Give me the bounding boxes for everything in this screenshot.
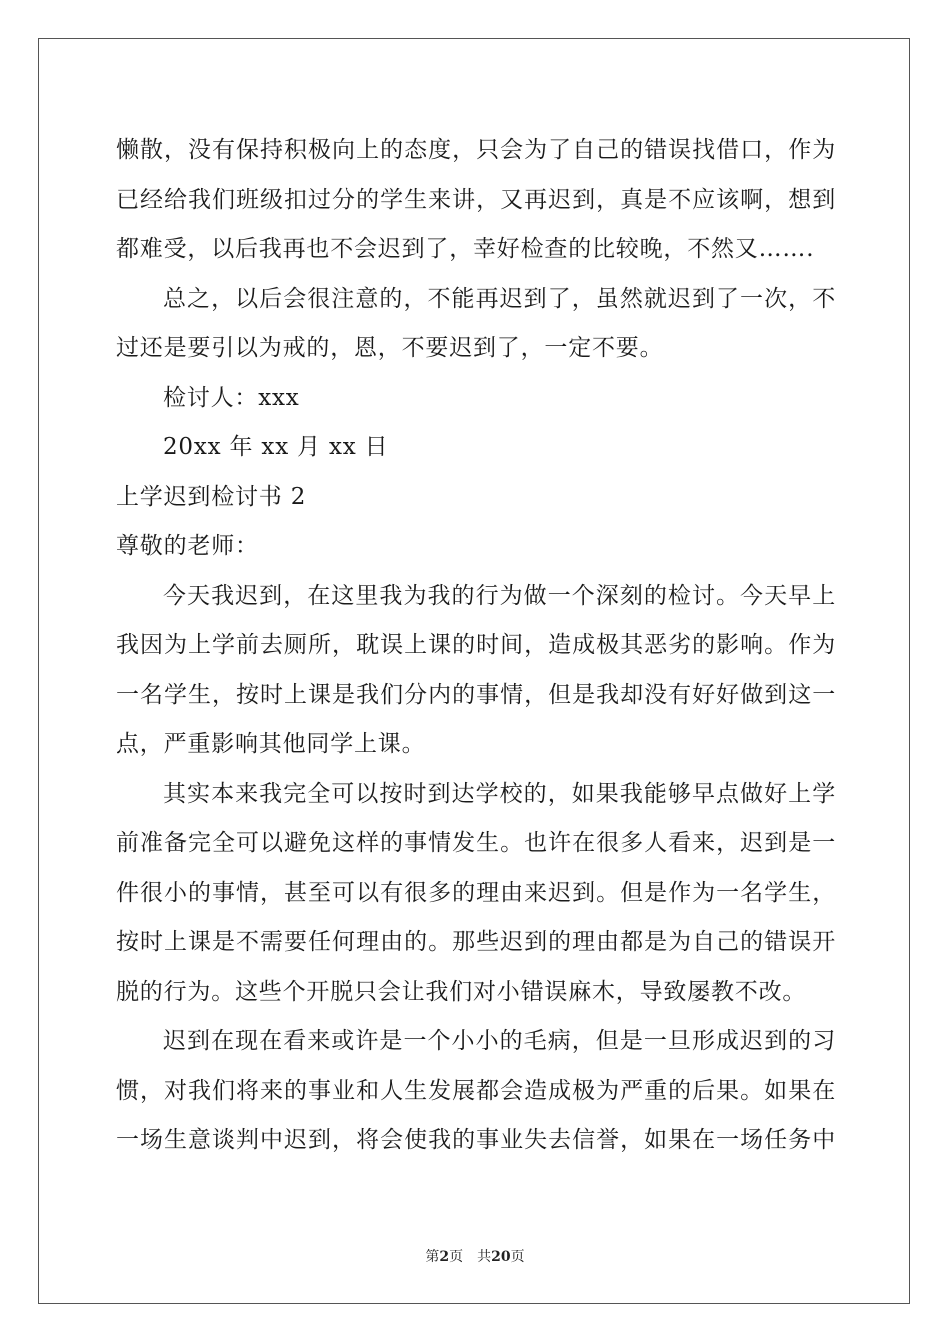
text-line: 过还是要引以为戒的，恩，不要迟到了，一定不要。 (116, 335, 664, 361)
total-suffix: 页 (510, 1249, 525, 1265)
text-line: 总之，以后会很注意的，不能再迟到了，虽然就迟到了一次，不 (163, 285, 836, 312)
text-line: 其实本来我完全可以按时到达学校的，如果我能够早点做好上学 (163, 780, 836, 807)
text-line: 脱的行为。这些个开脱只会让我们对小错误麻木，导致屡教不改。 (116, 978, 807, 1005)
text-line: 今天我迟到，在这里我为我的行为做一个深刻的检讨。今天早上 (163, 582, 836, 609)
text-line: 我因为上学前去厕所，耽误上课的时间，造成极其恶劣的影响。作为 (116, 632, 836, 658)
text-line: 检讨人：xxx (163, 384, 300, 411)
total-pages: 20 (491, 1249, 511, 1265)
text-line: 惯，对我们将来的事业和人生发展都会造成极为严重的后果。如果在 (116, 1077, 836, 1104)
document-body (116, 126, 836, 1166)
text-line: 点，严重影响其他同学上课。 (116, 731, 426, 757)
text-line: 件很小的事情，甚至可以有很多的理由来迟到。但是作为一名学生， (116, 879, 836, 906)
text-line: 都难受，以后我再也不会迟到了，幸好检查的比较晚，不然又……. (116, 236, 815, 262)
text-line: 一名学生，按时上课是我们分内的事情，但是我却没有好好做到这一 (116, 681, 836, 708)
text-line: 上学迟到检讨书 2 (116, 483, 307, 510)
text-line: 按时上课是不需要任何理由的。那些迟到的理由都是为自己的错误开 (116, 929, 836, 955)
page-prefix: 第 (425, 1249, 440, 1265)
text-line: 迟到在现在看来或许是一个小小的毛病，但是一旦形成迟到的习 (163, 1028, 836, 1054)
text-line: 前准备完全可以避免这样的事情发生。也许在很多人看来，迟到是一 (116, 830, 836, 856)
page-footer (0, 1246, 950, 1266)
text-line: 懒散，没有保持积极向上的态度，只会为了自己的错误找借口，作为 (116, 137, 836, 163)
text-line: 已经给我们班级扣过分的学生来讲，又再迟到，真是不应该啊，想到 (116, 186, 836, 213)
total-prefix: 共 (477, 1249, 492, 1265)
text-line: 一场生意谈判中迟到，将会使我的事业失去信誉，如果在一场任务中 (116, 1127, 836, 1153)
page-number: 2 (439, 1249, 450, 1265)
page-suffix: 页 (449, 1249, 464, 1265)
text-line: 20xx 年 xx 月 xx 日 (163, 434, 389, 460)
text-line: 尊敬的老师： (116, 533, 259, 559)
